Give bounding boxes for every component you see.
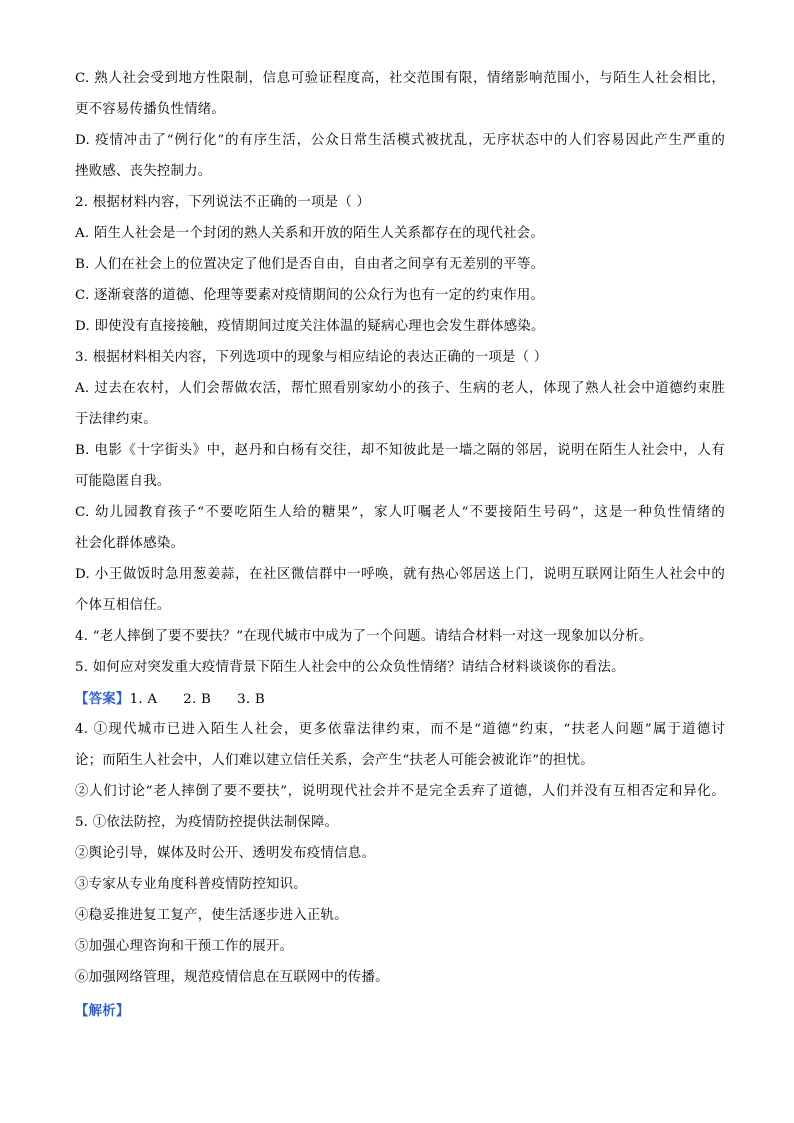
q3-option-b-line-1: B. 电影《十字街头》中，赵丹和白杨有交往，却不知彼此是一墙之隔的邻居，说明在陌生人社会中，人有 [75, 443, 725, 458]
option-d-line-1: D. 疫情冲击了“例行化”的有序生活，公众日常生活模式被扰乱，无序状态中的人们容易因此产生严重的 [75, 133, 725, 148]
answer-label: 【答案】 [75, 691, 130, 707]
q3-option-c-line-2: 社会化群体感染。 [75, 536, 185, 551]
q2-option-c: C. 逐渐衰落的道德、伦理等要素对疫情期间的公众行为也有一定的约束作用。 [75, 288, 545, 303]
answer-4-line-1: 4. ①现代城市已进入陌生人社会，更多依靠法律约束，而不是“道德”约束，“扶老人问题”属于道德讨 [75, 722, 725, 737]
answer-2: 2. B [183, 692, 212, 707]
option-c-line-1: C. 熟人社会受到地方性限制，信息可验证程度高，社交范围有限，情绪影响范围小，与陌生人社会相比， [75, 71, 725, 86]
answer-1: 1. A [129, 692, 158, 707]
q2-option-b: B. 人们在社会上的位置决定了他们是否自由，自由者之间享有无差别的平等。 [75, 257, 545, 272]
q3-option-d-line-1: D. 小王做饭时急用葱姜蒜，在社区微信群中一呼唤，就有热心邻居送上门，说明互联网让陌生人社会中的 [75, 567, 725, 582]
q2-option-a: A. 陌生人社会是一个封闭的熟人关系和开放的陌生人关系都存在的现代社会。 [75, 226, 545, 241]
q3-option-c-line-1: C. 幼儿园教育孩子“不要吃陌生人给的糖果”，家人叮嘱老人“不要接陌生号码”，这是一种负性情绪的 [75, 505, 725, 520]
q2-option-d: D. 即使没有直接接触，疫情期间过度关注体温的疑病心理也会发生群体感染。 [75, 319, 545, 334]
question-5: 5. 如何应对突发重大疫情背景下陌生人社会中的公众负性情绪？请结合材料谈谈你的看法。 [75, 660, 625, 675]
answer-5-item-3: ③专家从专业角度科普疫情防控知识。 [75, 877, 307, 892]
q3-option-d-line-2: 个体互相信任。 [75, 598, 171, 613]
option-d-line-2: 挫败感、丧失控制力。 [75, 164, 212, 179]
answer-5-item-2: ②舆论引导，媒体及时公开、透明发布疫情信息。 [75, 846, 376, 861]
answer-5-item-1: 5. ①依法防控，为疫情防控提供法制保障。 [75, 815, 339, 830]
analysis-label: 【解析】 [75, 1003, 130, 1019]
answer-row [75, 690, 725, 709]
answer-4-line-2: 论；而陌生人社会中，人们难以建立信任关系，会产生“扶老人可能会被讹诈”的担忧。 [75, 753, 594, 768]
q3-option-a-line-2: 于法律约束。 [75, 412, 157, 427]
q3-option-b-line-2: 可能隐匿自我。 [75, 474, 171, 489]
q3-option-a-line-1: A. 过去在农村，人们会帮做农活，帮忙照看别家幼小的孩子、生病的老人，体现了熟人社会中道德约束胜 [75, 381, 725, 396]
answer-5-item-6: ⑥加强网络管理，规范疫情信息在互联网中的传播。 [75, 970, 389, 985]
answer-5-item-4: ④稳妥推进复工复产，使生活逐步进入正轨。 [75, 908, 348, 923]
question-4: 4. “老人摔倒了要不要扶？”在现代城市中成为了一个问题。请结合材料一对这一现象加以分析。 [75, 629, 653, 644]
question-3: 3. 根据材料相关内容，下列选项中的现象与相应结论的表达正确的一项是（ ） [75, 350, 548, 365]
answer-5-item-5: ⑤加强心理咨询和干预工作的展开。 [75, 939, 294, 954]
answer-4-line-3: ②人们讨论“老人摔倒了要不要扶”，说明现代社会并不是完全丢弃了道德，人们并没有互相否定和异化。 [75, 784, 725, 799]
option-c-line-2: 更不容易传播负性情绪。 [75, 102, 226, 117]
question-2: 2. 根据材料内容，下列说法不正确的一项是（ ） [75, 195, 371, 210]
analysis-heading [75, 1002, 725, 1021]
answer-3: 3. B [237, 692, 266, 707]
